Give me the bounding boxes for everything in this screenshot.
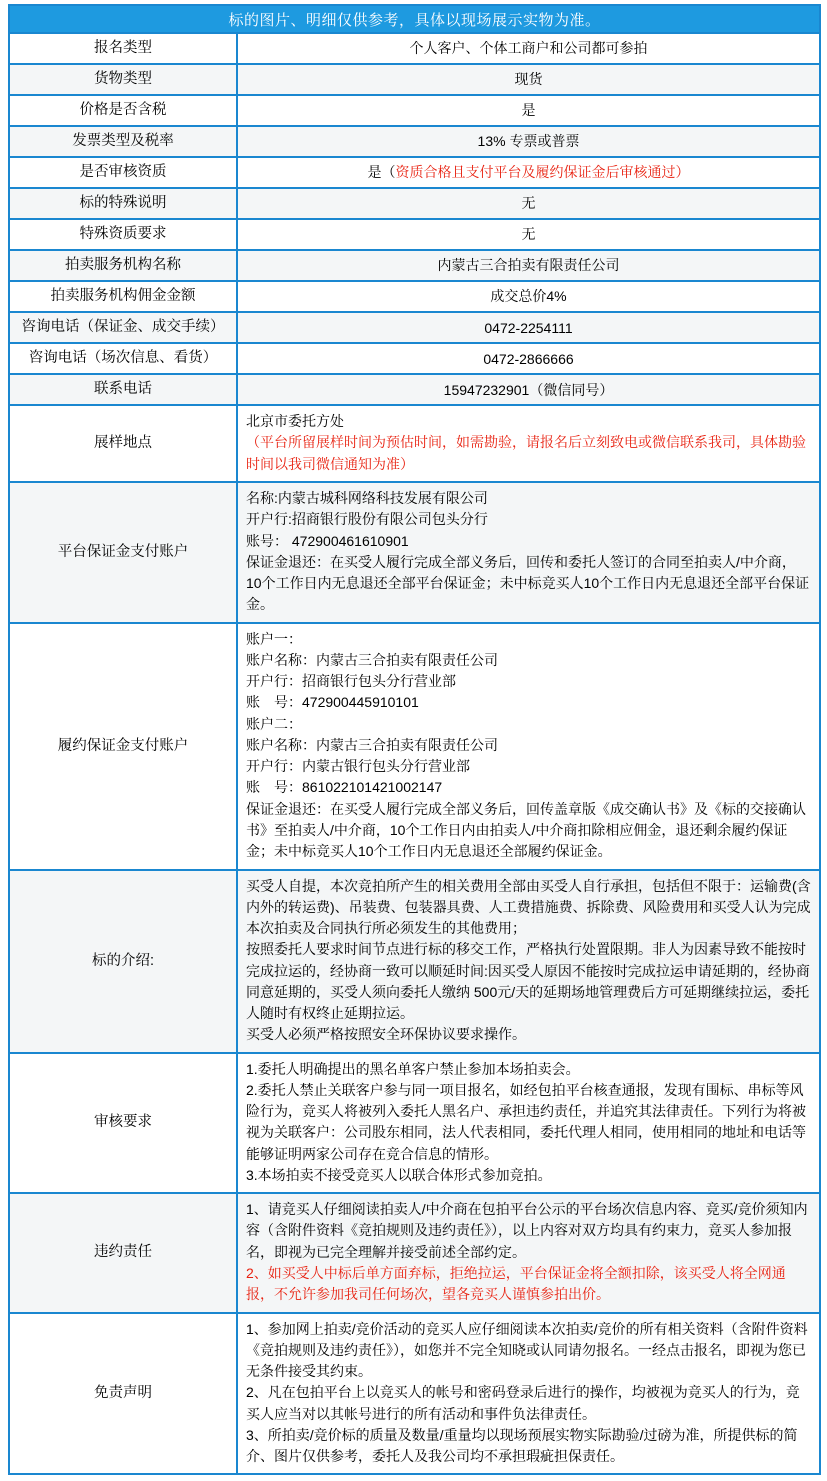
account-one-heading: 账户一： <box>246 630 302 647</box>
row-label: 价格是否含税 <box>9 95 237 126</box>
banner-row <box>9 5 820 33</box>
row-value <box>237 870 820 1053</box>
account-two-heading: 账户二： <box>246 715 302 732</box>
table-row-performance-deposit-account <box>9 623 820 870</box>
row-value: 内蒙古三合拍卖有限责任公司 <box>237 250 820 281</box>
disclaimer-item-3: 3、所拍卖/竞价标的质量及数量/重量均以现场预展实物实际勘验/过磅为准，所提供标的简介、图片仅供参考，委托人及我公司均不承担瑕疵担保责任。 <box>246 1426 798 1465</box>
table-row-qualification-audit <box>9 157 820 188</box>
disclaimer-banner: 标的图片、明细仅供参考，具体以现场展示实物为准。 <box>9 5 820 33</box>
table-row-contact-phone <box>9 374 820 405</box>
performance-refund-terms: 保证金退还：在买受人履行完成全部义务后，回传盖章版《成交确认书》及《标的交接确认书》至拍卖人/中介商，10个工作日内由拍卖人/中介商扣除相应佣金，退还剩余履约保证金；未中标竞买人10个工作日内无息退还全部履约保证金。 <box>246 800 806 860</box>
row-label: 履约保证金支付账户 <box>9 623 237 870</box>
account-two-name: 账户名称：内蒙古三合拍卖有限责任公司 <box>246 736 498 753</box>
row-label: 违约责任 <box>9 1193 237 1312</box>
row-value: 0472-2254111 <box>237 312 820 343</box>
row-label: 特殊资质要求 <box>9 219 237 250</box>
account-one-number: 账 号：472900445910101 <box>246 694 419 711</box>
row-value: 无 <box>237 188 820 219</box>
table-row-breach-liability <box>9 1193 820 1312</box>
table-row <box>9 33 820 64</box>
row-label: 咨询电话（保证金、成交手续） <box>9 312 237 343</box>
audit-item-3: 3.本场拍卖不接受竞买人以联合体形式参加竞拍。 <box>246 1166 552 1183</box>
table-row <box>9 188 820 219</box>
breach-item-2-red: 2、如买受人中标后单方面弃标，拒绝拉运，平台保证金将全额扣除，该买受人将全网通报，不允许参加我司任何场次，望各竞买人谨慎参拍出价。 <box>246 1265 786 1303</box>
qualification-red-note: 资质合格且支付平台及履约保证金后审核通过 <box>395 164 676 181</box>
account-one-name: 账户名称：内蒙古三合拍卖有限责任公司 <box>246 651 498 668</box>
account-name: 名称:内蒙古城科网络科技发展有限公司 <box>246 489 488 506</box>
row-label: 拍卖服务机构名称 <box>9 250 237 281</box>
row-value <box>237 1313 820 1475</box>
row-label: 发票类型及税率 <box>9 126 237 157</box>
qualification-yes: 是（ <box>367 164 396 181</box>
row-value <box>237 623 820 870</box>
item-intro-handover: 按照委托人要求时间节点进行标的移交工作，严格执行处置限期。非人为因素导致不能按时完成拉运的，经协商一致可以顺延时间:因买受人原因不能按时完成拉运申请延期的，经协商同意延期的，买受人须向委托人缴纳 500元/天的延期场地管理费后方可延期继续拉运，委托人随时有权终止延期拉运。 <box>246 941 810 1022</box>
row-label: 标的介绍: <box>9 870 237 1053</box>
row-value: 15947232901（微信同号） <box>237 374 820 405</box>
exhibition-address: 北京市委托方处 <box>246 413 344 430</box>
row-value: 现货 <box>237 64 820 95</box>
row-value: 13% 专票或普票 <box>237 126 820 157</box>
table-row <box>9 281 820 312</box>
account-bank: 开户行:招商银行股份有限公司包头分行 <box>246 511 488 528</box>
table-row-consult-phone-session <box>9 343 820 374</box>
row-label: 平台保证金支付账户 <box>9 482 237 623</box>
row-value <box>237 1193 820 1312</box>
account-number: 账号： 472900461610901 <box>246 532 409 549</box>
breach-item-1: 1、请竞买人仔细阅读拍卖人/中介商在包拍平台公示的平台场次信息内容、竞买/竞价须知内容（含附件资料《竞拍规则及违约责任》），以上内容对双方均具有约束力，竞买人参加报名，即视为已完全理解并接受前述全部约定。 <box>246 1201 808 1260</box>
audit-item-1: 1.委托人明确提出的黑名单客户禁止参加本场拍卖会。 <box>246 1060 580 1077</box>
row-value: 0472-2866666 <box>237 343 820 374</box>
row-label: 拍卖服务机构佣金金额 <box>9 281 237 312</box>
row-value <box>237 157 820 188</box>
disclaimer-item-1: 1、参加网上拍卖/竞价活动的竞买人应仔细阅读本次拍卖/竞价的所有相关资料（含附件资料《竞拍规则及违约责任》），如您并不完全知晓或认同请勿报名。一经点击报名，即视为您已无条件接受其约束。 <box>246 1320 808 1380</box>
item-intro-costs: 买受人自提，本次竞拍所产生的相关费用全部由买受人自行承担，包括但不限于：运输费(含内外的转运费)、吊装费、包装器具费、人工费措施费、拆除费、风险费用和买受人认为完成本次拍卖及合同执行所必须发生的其他费用； <box>246 877 811 937</box>
disclaimer-item-2: 2、凡在包拍平台上以竞买人的帐号和密码登录后进行的操作，均被视为竞买人的行为，竞买人应当对以其帐号进行的所有活动和事件负法律责任。 <box>246 1384 800 1422</box>
table-row-exhibition-location <box>9 405 820 482</box>
row-label: 咨询电话（场次信息、看货） <box>9 343 237 374</box>
row-value: 个人客户、个体工商户和公司都可参拍 <box>237 33 820 64</box>
account-one-bank: 开户行：招商银行包头分行营业部 <box>246 673 456 690</box>
row-label: 报名类型 <box>9 33 237 64</box>
audit-item-2: 2.委托人禁止关联客户参与同一项目报名，如经包拍平台核查通报，发现有围标、串标等风险行为，竞买人将被列入委托人黑名户、承担违约责任，并追究其法律责任。下列行为将被视为关联客户：公司股东相同，法人代表相同，委托代理人相同，使用相同的地址和电话等能够证明两家公司存在竞合信息的情形。 <box>246 1081 806 1162</box>
table-row-disclaimer <box>9 1313 820 1475</box>
table-row <box>9 64 820 95</box>
row-label: 货物类型 <box>9 64 237 95</box>
row-value <box>237 1053 820 1194</box>
item-intro-safety: 买受人必须严格按照安全环保协议要求操作。 <box>246 1026 526 1043</box>
auction-info-table <box>8 4 821 1475</box>
table-row-consult-phone-deposit <box>9 312 820 343</box>
account-two-number: 账 号：861022101421002147 <box>246 779 443 796</box>
row-value <box>237 405 820 482</box>
table-row <box>9 95 820 126</box>
row-value: 是 <box>237 95 820 126</box>
table-row <box>9 126 820 157</box>
account-two-bank: 开户行：内蒙古银行包头分行营业部 <box>246 758 470 775</box>
row-label: 审核要求 <box>9 1053 237 1194</box>
table-row-audit-requirements <box>9 1053 820 1194</box>
row-label: 展样地点 <box>9 405 237 482</box>
qualification-paren-close: ） <box>675 164 690 181</box>
row-value: 成交总价4% <box>237 281 820 312</box>
row-label: 是否审核资质 <box>9 157 237 188</box>
row-label: 免责声明 <box>9 1313 237 1475</box>
table-row-platform-deposit-account <box>9 482 820 623</box>
row-value: 无 <box>237 219 820 250</box>
table-row <box>9 250 820 281</box>
row-label: 标的特殊说明 <box>9 188 237 219</box>
row-label: 联系电话 <box>9 374 237 405</box>
exhibition-red-note: （平台所留展样时间为预估时间，如需勘验，请报名后立刻致电或微信联系我司，具体勘验时间以我司微信通知为准） <box>246 434 806 472</box>
deposit-refund-terms: 保证金退还：在买受人履行完成全部义务后，回传和委托人签订的合同至拍卖人/中介商，10个工作日内无息退还全部平台保证金；未中标竞买人10个工作日内无息退还全部平台保证金。 <box>246 553 810 613</box>
table-row-item-introduction <box>9 870 820 1053</box>
row-value <box>237 482 820 623</box>
table-row <box>9 219 820 250</box>
